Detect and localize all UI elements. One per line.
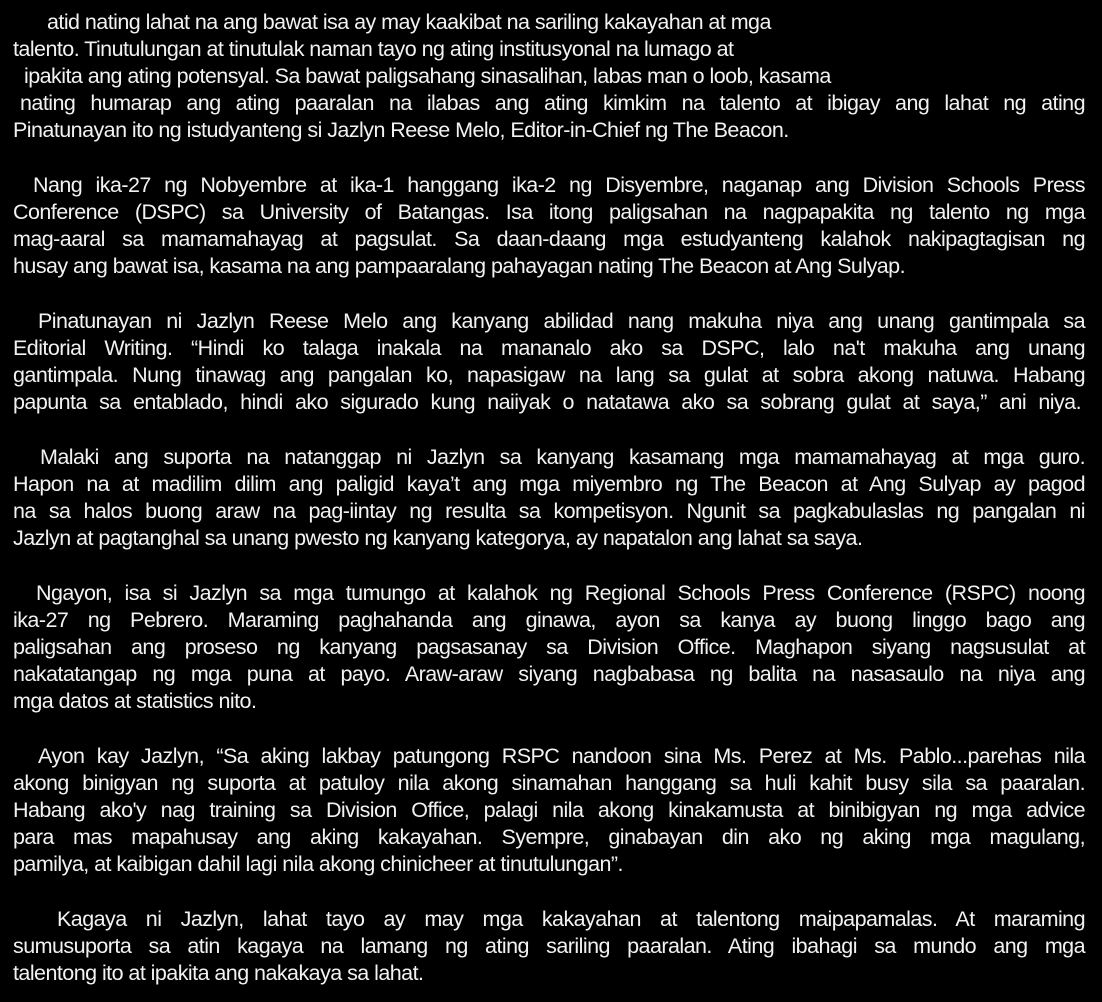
article-line: atid nating lahat na ang bawat isa ay may kaakibat na sariling kakayahan at mga [47,10,771,34]
article-line: husay ang bawat isa, kasama na ang pampaaralang pahayagan nating The Beacon at Ang Sulyap. [13,254,906,278]
article-line: mag-aaral sa mamamahayag at pagsulat. Sa daan-daang mga estudyanteng kalahok nakipagtagisan ng [13,227,1085,251]
article-line: akong binigyan ng suporta at patuloy nila akong sinamahan hanggang sa huli kahit busy sila sa paaralan. [13,771,1085,795]
article-line: Pinatunayan ni Jazlyn Reese Melo ang kanyang abilidad nang makuha niya ang unang gantimpala sa [38,309,1085,333]
article-line: paligsahan ang proseso ng kanyang pagsasanay sa Division Office. Maghapon siyang nagsusulat at [13,635,1085,659]
article-line: Ngayon, isa si Jazlyn sa mga tumungo at kalahok ng Regional Schools Press Conference (RSPC) noong [36,581,1085,605]
article-line: ika-27 ng Pebrero. Maraming paghahanda ang ginawa, ayon sa kanya ay buong linggo bago ang [13,608,1085,632]
article-line: na sa halos buong araw na pag-iintay ng resulta sa kompetisyon. Ngunit sa pagkabulaslas ng pangalan ni [13,499,1085,523]
article-line: Jazlyn at pagtanghal sa unang pwesto ng kanyang kategorya, ay napatalon ang lahat sa saya. [13,526,863,550]
article-line: Kagaya ni Jazlyn, lahat tayo ay may mga kakayahan at talentong maipapamalas. At maraming [57,907,1085,931]
article-line: gantimpala. Nung tinawag ang pangalan ko, napasigaw na lang sa gulat at sobra akong natuwa. Habang [13,363,1085,387]
article-line: sumusuporta sa atin kagaya na lamang ng ating sariling paaralan. Ating ibahagi sa mundo ang mga [13,934,1085,958]
article-line: Editorial Writing. “Hindi ko talaga inakala na mananalo ako sa DSPC, lalo na't makuha ang unang [13,336,1085,360]
article-line: Hapon na at madilim dilim ang paligid kaya’t ang mga miyembro ng The Beacon at Ang Sulyap ay pagod [13,472,1085,496]
article-line: para mas mapahusay ang aking kakayahan. Syempre, ginabayan din ako ng aking mga magulang, [13,825,1085,849]
article-line: Conference (DSPC) sa University of Batangas. Isa itong paligsahan na nagpapakita ng talento ng mga [13,200,1085,224]
article-line: Nang ika-27 ng Nobyembre at ika-1 hanggang ika-2 ng Disyembre, naganap ang Division Schools Press [33,173,1085,197]
article-line: papunta sa entablado, hindi ako sigurado kung naiiyak o natatawa ako sa sobrang gulat at saya,” ani niya. [13,390,1081,414]
article-line: Pinatunayan ito ng istudyanteng si Jazlyn Reese Melo, Editor-in-Chief ng The Beacon. [13,118,789,142]
article-line: Ayon kay Jazlyn, “Sa aking lakbay patungong RSPC nandoon sina Ms. Perez at Ms. Pablo...parehas nila [38,744,1085,768]
article-line: nating humarap ang ating paaralan na ilabas ang ating kimkim na talento at ibigay ang lahat ng ating [20,91,1085,115]
article-line: pamilya, at kaibigan dahil lagi nila akong chinicheer at tinutulungan”. [13,852,623,876]
article-line: nakatatangap ng mga puna at payo. Araw-araw siyang nagbabasa ng balita na nasasaulo na niya ang [13,662,1085,686]
article-line: mga datos at statistics nito. [13,689,257,713]
article-line: Habang ako'y nag training sa Division Office, palagi nila akong kinakamusta at binibigyan ng mga advice [13,798,1085,822]
article-line: Malaki ang suporta na natanggap ni Jazlyn sa kanyang kasamang mga mamamahayag at mga guro. [40,445,1085,469]
article-line: ipakita ang ating potensyal. Sa bawat paligsahang sinasalihan, labas man o loob, kasama [24,64,831,88]
article-line: talentong ito at ipakita ang nakakaya sa lahat. [13,961,424,985]
article-line: talento. Tinutulungan at tinutulak naman tayo ng ating institusyonal na lumago at [13,37,734,61]
